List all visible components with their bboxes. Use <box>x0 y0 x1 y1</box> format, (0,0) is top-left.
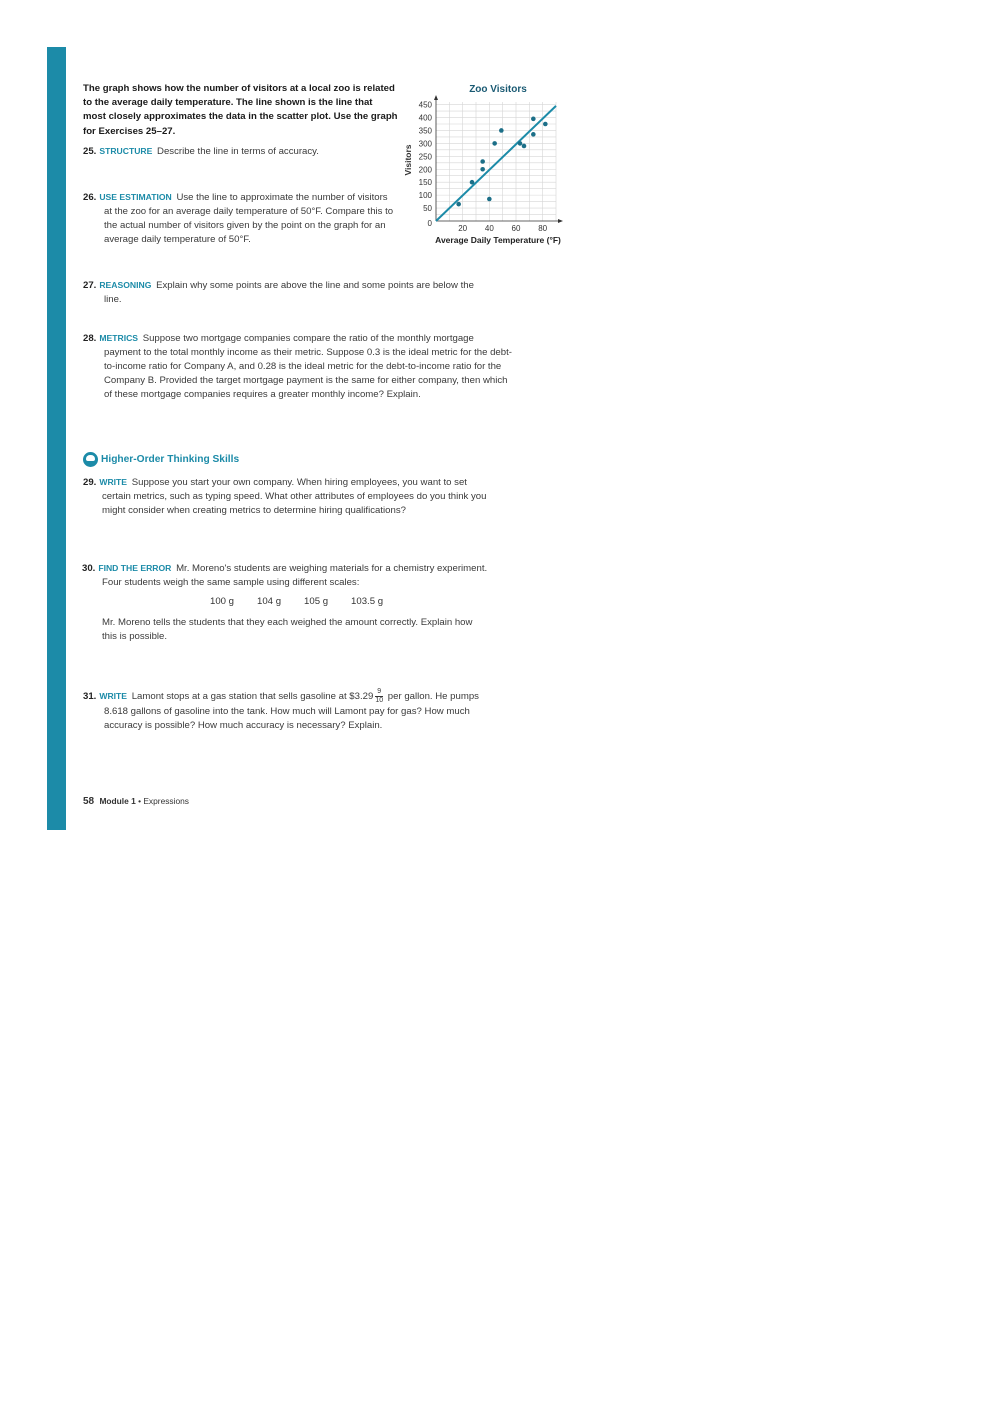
y-tick-label: 250 <box>418 152 432 162</box>
exercise-text: Use the line to approximate the number of visitors at the zoo for an average daily temperature of 50°F. Compare this to the actual number of visitors given by the point on the graph for an average daily temperature of 50°F. <box>104 192 394 245</box>
exercise-text: Mr. Moreno tells the students that they each weighed the amount correctly. Explain how this is possible. <box>102 617 473 642</box>
exercise-tag: WRITE <box>99 691 128 702</box>
weight-value: 105 g <box>304 596 329 607</box>
exercise-number: 30. <box>82 563 96 574</box>
exercise-30 <box>82 561 492 590</box>
exercise-text: Mr. Moreno's students are weighing materials for a chemistry experiment. Four students weigh the same sample using different scales: <box>102 563 488 588</box>
exercise-text: Lamont stops at a gas station that sells gasoline at $3.29 <box>131 691 374 703</box>
hots-title: Higher-Order Thinking Skills <box>101 454 240 465</box>
footer-separator: • <box>138 796 142 806</box>
exercise-number: 25. <box>83 146 97 157</box>
intro-paragraph: The graph shows how the number of visitors at a local zoo is related to the average daily temperature. The line shown is the line that most closely approximates the data in the scatter plot. Use the graph for Exercises 25–27. <box>83 83 398 137</box>
exercise-27 <box>83 278 483 307</box>
exercise-number: 26. <box>83 192 97 203</box>
footer-topic: Expressions <box>143 796 189 806</box>
y-tick-labels <box>419 101 433 213</box>
scatter-points <box>456 117 547 207</box>
scatter-point <box>480 167 485 172</box>
exercise-text: Suppose two mortgage companies compare the ratio of the monthly mortgage payment to the total monthly income as their metric. Suppose 0.3 is the ideal metric for the debt-to-income ratio for Company A, and 0.28 is the ideal metric for the debt-to-income ratio for the Company B. Provided the target mortgage payment is the same for either company, then which of these mortgage companies requires a greater monthly income? Explain. <box>104 333 512 400</box>
weights-row <box>210 596 406 607</box>
hots-heading <box>83 452 239 467</box>
exercise-tag: FIND THE ERROR <box>98 563 172 573</box>
page-number: 58 <box>83 796 95 807</box>
exercise-number: 31. <box>83 691 97 703</box>
scatter-point <box>456 202 461 207</box>
exercise-25 <box>83 144 398 159</box>
scatter-point <box>518 141 523 146</box>
exercise-number: 28. <box>83 333 97 344</box>
weight-value: 100 g <box>210 596 235 607</box>
fraction <box>375 688 383 705</box>
y-tick-label: 450 <box>418 100 432 110</box>
y-tick-label: 50 <box>423 204 432 214</box>
y-tick-label: 150 <box>418 178 432 188</box>
scatter-point <box>487 197 492 202</box>
scatter-point <box>470 180 475 185</box>
x-tick-label: 20 <box>458 224 468 233</box>
y-tick-label: 400 <box>418 113 432 123</box>
exercise-29 <box>83 475 493 518</box>
y-axis-label: Visitors <box>403 144 413 176</box>
exercise-text: Explain why some points are above the line and some points are below the line. <box>104 280 474 305</box>
scatter-point <box>531 117 536 122</box>
fraction-numerator: 9 <box>377 688 382 695</box>
exercise-tag: USE ESTIMATION <box>99 192 172 202</box>
exercise-28 <box>83 331 513 402</box>
origin-label: 0 <box>427 219 432 228</box>
exercise-number: 27. <box>83 280 97 291</box>
y-tick-label: 300 <box>418 139 432 149</box>
exercise-tag: WRITE <box>99 477 128 487</box>
exercise-text: Suppose you start your own company. When hiring employees, you want to set certain metrics, such as typing speed. What other attributes of employees do you think you might consider when creating metrics to determine hiring qualifications? <box>102 477 487 516</box>
brain-icon <box>83 452 98 467</box>
scatter-point <box>543 122 548 127</box>
x-tick-labels <box>458 224 547 233</box>
page-footer <box>83 796 189 807</box>
zoo-visitors-chart <box>398 80 583 250</box>
exercise-31 <box>83 688 503 733</box>
y-axis-arrow <box>434 95 438 100</box>
x-axis-arrow <box>558 219 563 223</box>
y-tick-label: 100 <box>418 191 432 201</box>
scatter-point <box>499 128 504 133</box>
x-tick-label: 60 <box>511 224 521 233</box>
x-tick-label: 40 <box>484 224 494 233</box>
exercise-tag: REASONING <box>99 280 152 290</box>
scatter-point <box>492 141 497 146</box>
weight-value: 104 g <box>257 596 282 607</box>
exercise-number: 29. <box>83 477 97 488</box>
chart-title: Zoo Visitors <box>469 84 527 95</box>
x-axis-label: Average Daily Temperature (°F) <box>435 235 561 245</box>
exercise-26 <box>83 190 395 247</box>
sidebar-accent-bar <box>47 47 66 830</box>
exercise-text: Describe the line in terms of accuracy. <box>157 146 319 157</box>
y-tick-label: 350 <box>418 126 432 136</box>
exercise-tag: STRUCTURE <box>99 146 153 156</box>
y-tick-label: 200 <box>418 165 432 175</box>
fraction-denominator: 10 <box>375 697 384 704</box>
scatter-point <box>522 144 527 149</box>
scatter-point <box>480 159 485 164</box>
weight-value: 103.5 g <box>351 596 384 607</box>
exercise-tag: METRICS <box>99 333 139 343</box>
x-tick-label: 80 <box>538 224 548 233</box>
module-label: Module 1 <box>99 796 136 806</box>
exercise-30-followup <box>102 616 482 644</box>
best-fit-line <box>436 106 556 221</box>
scatter-point <box>531 132 536 137</box>
exercise-text: per gallon. He pumps 8.618 gallons of gasoline into the tank. How much will Lamont pay for gas? How much accuracy is possible? How much accuracy is necessary? Explain. <box>104 691 479 731</box>
